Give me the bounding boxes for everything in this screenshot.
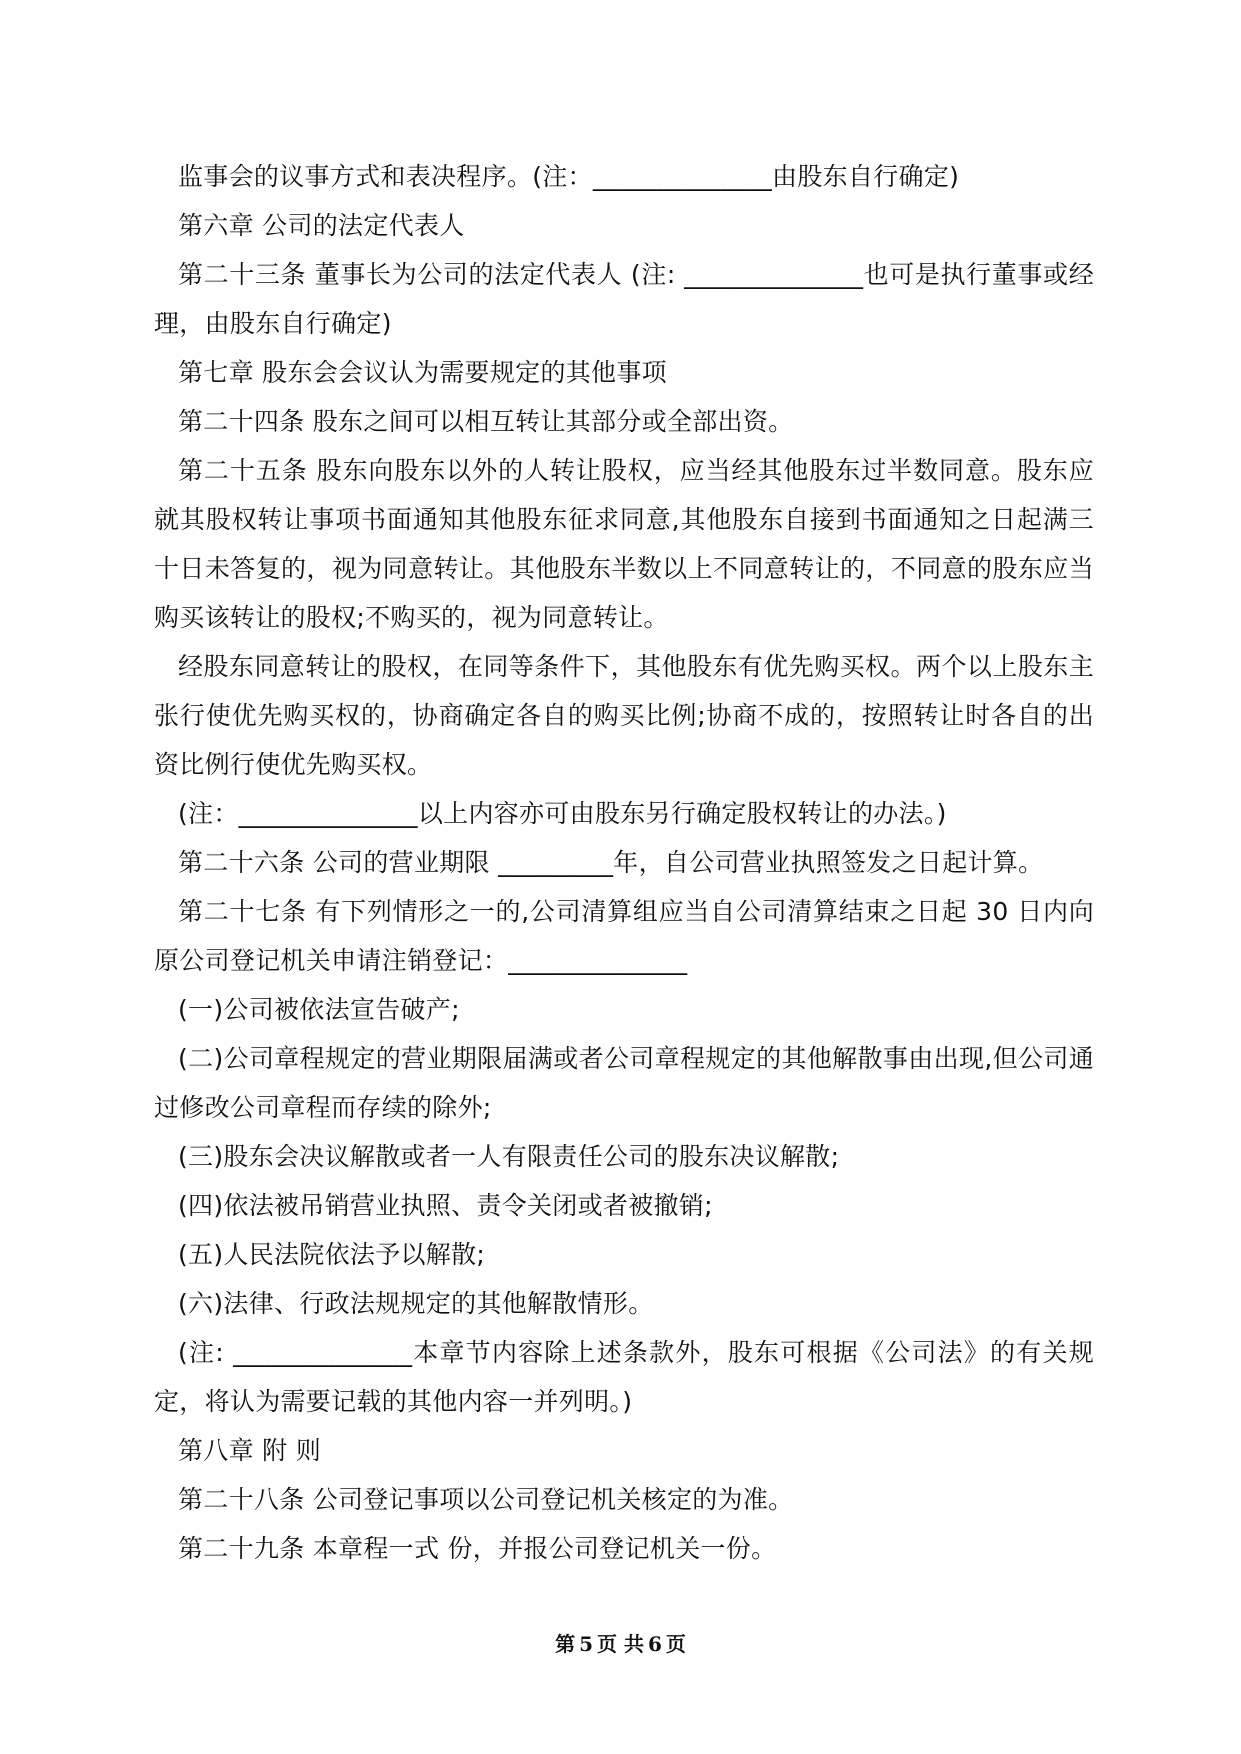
paragraph: 第二十九条 本章程一式 份，并报公司登记机关一份。 [178,1534,777,1563]
paragraph: 第二十四条 股东之间可以相互转让其部分或全部出资。 [178,407,794,436]
list-item: (六)法律、行政法规规定的其他解散情形。 [178,1289,654,1318]
footer-current-page: 5 [579,1632,594,1656]
footer-middle: 页 共 [597,1632,644,1656]
list-item: (四)依法被吊销营业执照、责令关闭或者被撤销; [178,1191,713,1220]
list-item: (一)公司被依法宣告破产; [178,995,460,1024]
paragraph: (注：______________以上内容亦可由股东另行确定股权转让的办法。) [178,799,947,828]
document-body [154,152,1094,1573]
paragraph: (注: ______________本章节内容除上述条款外，股东可根据《公司法》的有关规定，将认为需要记载的其他内容一并列明。) [154,1338,1094,1416]
page-footer [0,1628,1241,1657]
paragraph: 第二十六条 公司的营业期限 _________年，自公司营业执照签发之日起计算。 [178,848,1044,877]
paragraph: 第二十七条 有下列情形之一的,公司清算组应当自公司清算结束之日起 30 日内向原公司登记机关申请注销登记：______________ [154,897,1094,975]
list-item: (三)股东会决议解散或者一人有限责任公司的股东决议解散; [178,1142,840,1171]
footer-prefix: 第 [555,1632,576,1656]
paragraph: 监事会的议事方式和表决程序。(注：______________由股东自行确定) [178,162,960,191]
paragraph: 第二十八条 公司登记事项以公司登记机关核定的为准。 [178,1485,794,1514]
paragraph: 第二十五条 股东向股东以外的人转让股权，应当经其他股东过半数同意。股东应就其股权转让事项书面通知其他股东征求同意,其他股东自接到书面通知之日起满三十日未答复的，视为同意转让。其他股东半数以上不同意转让的，不同意的股东应当购买该转让的股权;不购买的，视为同意转让。 [154,456,1094,632]
list-item: (二)公司章程规定的营业期限届满或者公司章程规定的其他解散事由出现,但公司通过修改公司章程而存续的除外; [154,1044,1094,1122]
chapter-heading: 第六章 公司的法定代表人 [178,211,465,240]
chapter-heading: 第八章 附 则 [178,1436,321,1465]
chapter-heading: 第七章 股东会会议认为需要规定的其他事项 [178,358,667,387]
footer-total-pages: 6 [647,1632,662,1656]
paragraph: 经股东同意转让的股权，在同等条件下，其他股东有优先购买权。两个以上股东主张行使优先购买权的，协商确定各自的购买比例;协商不成的，按照转让时各自的出资比例行使优先购买权。 [154,652,1094,779]
paragraph: 第二十三条 董事长为公司的法定代表人 (注: ______________也可是执行董事或经理，由股东自行确定) [154,260,1094,338]
list-item: (五)人民法院依法予以解散; [178,1240,486,1269]
footer-suffix: 页 [665,1632,686,1656]
